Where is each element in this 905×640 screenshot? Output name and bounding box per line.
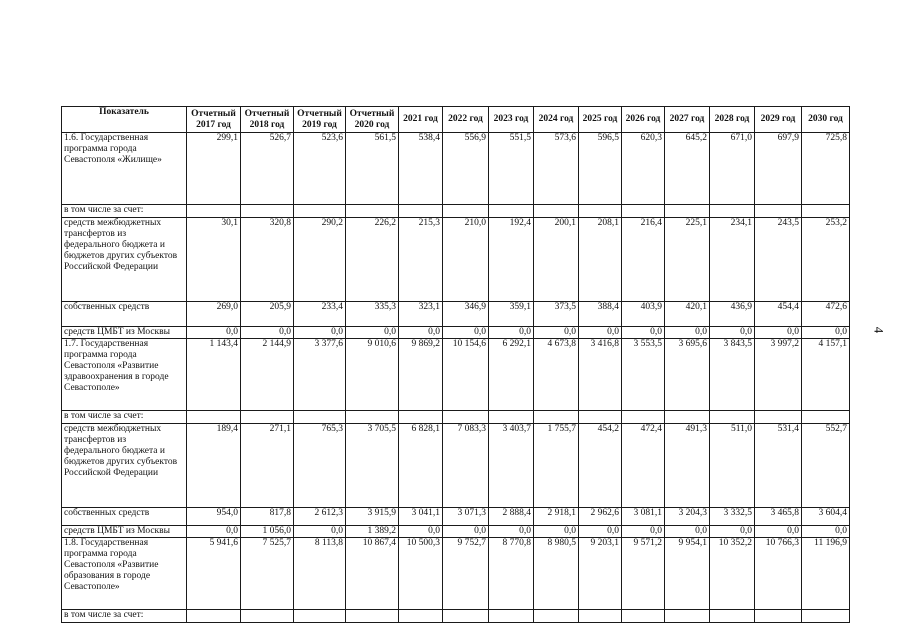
cell-value	[399, 205, 443, 218]
cell-value: 0,0	[755, 526, 802, 538]
cell-value: 9 954,1	[665, 538, 710, 610]
cell-value: 436,9	[710, 302, 755, 327]
cell-value: 573,6	[534, 133, 579, 205]
cell-value: 0,0	[622, 526, 665, 538]
cell-value	[802, 205, 850, 218]
cell-value	[755, 411, 802, 424]
cell-value: 290,2	[294, 218, 346, 302]
cell-value: 0,0	[294, 526, 346, 538]
cell-value: 8 113,8	[294, 538, 346, 610]
cell-value: 0,0	[665, 327, 710, 339]
cell-value	[665, 205, 710, 218]
cell-value: 3 604,4	[802, 508, 850, 526]
header-col: 2030 год	[802, 107, 850, 133]
cell-value	[802, 610, 850, 623]
cell-value: 388,4	[579, 302, 622, 327]
cell-value: 3 705,5	[346, 424, 399, 508]
row-label: средств ЦМБТ из Москвы	[62, 327, 187, 339]
cell-value: 320,8	[241, 218, 294, 302]
cell-value: 556,9	[443, 133, 489, 205]
cell-value: 552,7	[802, 424, 850, 508]
cell-value: 4 673,8	[534, 339, 579, 411]
cell-value	[579, 205, 622, 218]
cell-value: 225,1	[665, 218, 710, 302]
cell-value	[755, 610, 802, 623]
cell-value: 7 083,3	[443, 424, 489, 508]
cell-value: 0,0	[187, 327, 241, 339]
cell-value: 725,8	[802, 133, 850, 205]
cell-value	[346, 610, 399, 623]
cell-value: 491,3	[665, 424, 710, 508]
cell-value: 0,0	[399, 526, 443, 538]
cell-value: 8 980,5	[534, 538, 579, 610]
cell-value: 9 869,2	[399, 339, 443, 411]
cell-value: 253,2	[802, 218, 850, 302]
cell-value: 0,0	[534, 526, 579, 538]
cell-value: 454,2	[579, 424, 622, 508]
cell-value: 0,0	[443, 327, 489, 339]
cell-value: 0,0	[489, 327, 534, 339]
cell-value	[241, 411, 294, 424]
cell-value: 226,2	[346, 218, 399, 302]
cell-value: 0,0	[579, 327, 622, 339]
cell-value: 243,5	[755, 218, 802, 302]
header-col: 2022 год	[443, 107, 489, 133]
row-label: 1.6. Государственная программа города Севастополя «Жилище»	[62, 133, 187, 205]
cell-value: 3 204,3	[665, 508, 710, 526]
row-label: в том числе за счет:	[62, 411, 187, 424]
cell-value: 0,0	[710, 327, 755, 339]
cell-value: 3 553,5	[622, 339, 665, 411]
cell-value: 1 755,7	[534, 424, 579, 508]
cell-value: 1 389,2	[346, 526, 399, 538]
row-label: в том числе за счет:	[62, 610, 187, 623]
cell-value	[294, 411, 346, 424]
cell-value	[622, 411, 665, 424]
cell-value	[710, 205, 755, 218]
cell-value: 3 041,1	[399, 508, 443, 526]
cell-value: 299,1	[187, 133, 241, 205]
cell-value	[755, 205, 802, 218]
cell-value	[579, 610, 622, 623]
row-label: 1.8. Государственная программа города Севастополя «Развитие образования в городе Севастополе»	[62, 538, 187, 610]
cell-value: 526,7	[241, 133, 294, 205]
cell-value: 192,4	[489, 218, 534, 302]
table-row	[62, 205, 850, 218]
row-label: средств межбюджетных трансфертов из федерального бюджета и бюджетов других субъектов Российской Федерации	[62, 424, 187, 508]
row-label: средств ЦМБТ из Москвы	[62, 526, 187, 538]
cell-value	[346, 205, 399, 218]
cell-value: 216,4	[622, 218, 665, 302]
cell-value: 3 071,3	[443, 508, 489, 526]
cell-value: 30,1	[187, 218, 241, 302]
cell-value: 551,5	[489, 133, 534, 205]
table-row	[62, 526, 850, 538]
cell-value: 8 770,8	[489, 538, 534, 610]
cell-value	[665, 610, 710, 623]
cell-value: 1 056,0	[241, 526, 294, 538]
cell-value	[710, 411, 755, 424]
cell-value: 0,0	[443, 526, 489, 538]
cell-value	[489, 610, 534, 623]
cell-value: 359,1	[489, 302, 534, 327]
cell-value: 5 941,6	[187, 538, 241, 610]
cell-value: 420,1	[665, 302, 710, 327]
header-col: 2025 год	[579, 107, 622, 133]
cell-value	[187, 205, 241, 218]
cell-value: 0,0	[534, 327, 579, 339]
cell-value: 210,0	[443, 218, 489, 302]
cell-value	[534, 205, 579, 218]
cell-value	[579, 411, 622, 424]
cell-value: 9 752,7	[443, 538, 489, 610]
cell-value	[665, 411, 710, 424]
cell-value: 0,0	[802, 327, 850, 339]
cell-value: 3 332,5	[710, 508, 755, 526]
cell-value	[187, 411, 241, 424]
cell-value: 9 010,6	[346, 339, 399, 411]
table-header-row	[62, 107, 850, 133]
cell-value: 215,3	[399, 218, 443, 302]
cell-value: 697,9	[755, 133, 802, 205]
cell-value: 4 157,1	[802, 339, 850, 411]
cell-value	[622, 610, 665, 623]
header-col: 2026 год	[622, 107, 665, 133]
cell-value: 3 915,9	[346, 508, 399, 526]
cell-value	[294, 205, 346, 218]
cell-value: 1 143,4	[187, 339, 241, 411]
cell-value: 323,1	[399, 302, 443, 327]
header-col: 2023 год	[489, 107, 534, 133]
cell-value: 2 888,4	[489, 508, 534, 526]
header-col: Отчетный 2020 год	[346, 107, 399, 133]
header-indicator: Показатель	[62, 107, 187, 133]
table-row	[62, 327, 850, 339]
header-col: 2024 год	[534, 107, 579, 133]
cell-value: 10 867,4	[346, 538, 399, 610]
budget-table	[61, 106, 850, 623]
cell-value: 765,3	[294, 424, 346, 508]
cell-value: 0,0	[579, 526, 622, 538]
table-row	[62, 610, 850, 623]
cell-value	[241, 205, 294, 218]
cell-value: 523,6	[294, 133, 346, 205]
row-label: собственных средств	[62, 302, 187, 327]
table-row	[62, 411, 850, 424]
cell-value: 403,9	[622, 302, 665, 327]
cell-value: 0,0	[622, 327, 665, 339]
cell-value: 11 196,9	[802, 538, 850, 610]
table-row	[62, 218, 850, 302]
cell-value: 472,4	[622, 424, 665, 508]
cell-value: 538,4	[399, 133, 443, 205]
cell-value: 596,5	[579, 133, 622, 205]
cell-value: 2 612,3	[294, 508, 346, 526]
cell-value	[489, 411, 534, 424]
cell-value: 7 525,7	[241, 538, 294, 610]
row-label: 1.7. Государственная программа города Севастополя «Развитие здравоохранения в городе Севастополе»	[62, 339, 187, 411]
cell-value: 200,1	[534, 218, 579, 302]
cell-value: 271,1	[241, 424, 294, 508]
cell-value: 0,0	[755, 327, 802, 339]
cell-value	[443, 610, 489, 623]
cell-value: 10 352,2	[710, 538, 755, 610]
table-body	[62, 133, 850, 623]
table-row	[62, 538, 850, 610]
cell-value: 10 500,3	[399, 538, 443, 610]
header-col: 2028 год	[710, 107, 755, 133]
cell-value	[294, 610, 346, 623]
page-number: 4	[871, 326, 887, 334]
cell-value: 0,0	[294, 327, 346, 339]
cell-value	[187, 610, 241, 623]
cell-value: 3 377,6	[294, 339, 346, 411]
cell-value	[399, 610, 443, 623]
cell-value: 511,0	[710, 424, 755, 508]
header-col: 2021 год	[399, 107, 443, 133]
header-col: 2029 год	[755, 107, 802, 133]
cell-value: 954,0	[187, 508, 241, 526]
cell-value: 0,0	[399, 327, 443, 339]
cell-value: 10 154,6	[443, 339, 489, 411]
cell-value: 671,0	[710, 133, 755, 205]
cell-value: 233,4	[294, 302, 346, 327]
cell-value	[622, 205, 665, 218]
cell-value: 9 203,1	[579, 538, 622, 610]
table-row	[62, 508, 850, 526]
cell-value: 205,9	[241, 302, 294, 327]
cell-value: 620,3	[622, 133, 665, 205]
header-col: Отчетный 2017 год	[187, 107, 241, 133]
cell-value: 335,3	[346, 302, 399, 327]
cell-value: 0,0	[346, 327, 399, 339]
cell-value: 2 144,9	[241, 339, 294, 411]
cell-value: 3 465,8	[755, 508, 802, 526]
row-label: средств межбюджетных трансфертов из федерального бюджета и бюджетов других субъектов Российской Федерации	[62, 218, 187, 302]
cell-value: 3 416,8	[579, 339, 622, 411]
cell-value: 645,2	[665, 133, 710, 205]
cell-value: 0,0	[241, 327, 294, 339]
cell-value: 0,0	[489, 526, 534, 538]
cell-value: 208,1	[579, 218, 622, 302]
row-label: собственных средств	[62, 508, 187, 526]
header-col: Отчетный 2018 год	[241, 107, 294, 133]
cell-value: 6 292,1	[489, 339, 534, 411]
cell-value: 3 403,7	[489, 424, 534, 508]
cell-value: 234,1	[710, 218, 755, 302]
cell-value: 531,4	[755, 424, 802, 508]
cell-value: 10 766,3	[755, 538, 802, 610]
table-row	[62, 133, 850, 205]
cell-value	[443, 411, 489, 424]
row-label: в том числе за счет:	[62, 205, 187, 218]
table-row	[62, 424, 850, 508]
cell-value: 269,0	[187, 302, 241, 327]
cell-value: 0,0	[187, 526, 241, 538]
cell-value	[489, 205, 534, 218]
cell-value	[534, 610, 579, 623]
cell-value	[399, 411, 443, 424]
cell-value: 6 828,1	[399, 424, 443, 508]
cell-value	[241, 610, 294, 623]
cell-value: 817,8	[241, 508, 294, 526]
cell-value: 346,9	[443, 302, 489, 327]
cell-value: 561,5	[346, 133, 399, 205]
cell-value: 3 081,1	[622, 508, 665, 526]
table-row	[62, 302, 850, 327]
cell-value: 0,0	[665, 526, 710, 538]
cell-value: 3 843,5	[710, 339, 755, 411]
cell-value: 9 571,2	[622, 538, 665, 610]
cell-value: 2 918,1	[534, 508, 579, 526]
cell-value	[802, 411, 850, 424]
cell-value	[534, 411, 579, 424]
header-col: 2027 год	[665, 107, 710, 133]
cell-value: 454,4	[755, 302, 802, 327]
cell-value	[443, 205, 489, 218]
cell-value: 472,6	[802, 302, 850, 327]
cell-value: 0,0	[710, 526, 755, 538]
header-col: Отчетный 2019 год	[294, 107, 346, 133]
cell-value	[710, 610, 755, 623]
cell-value: 3 695,6	[665, 339, 710, 411]
cell-value: 189,4	[187, 424, 241, 508]
cell-value: 373,5	[534, 302, 579, 327]
cell-value: 0,0	[802, 526, 850, 538]
cell-value	[346, 411, 399, 424]
table-row	[62, 339, 850, 411]
cell-value: 2 962,6	[579, 508, 622, 526]
cell-value: 3 997,2	[755, 339, 802, 411]
